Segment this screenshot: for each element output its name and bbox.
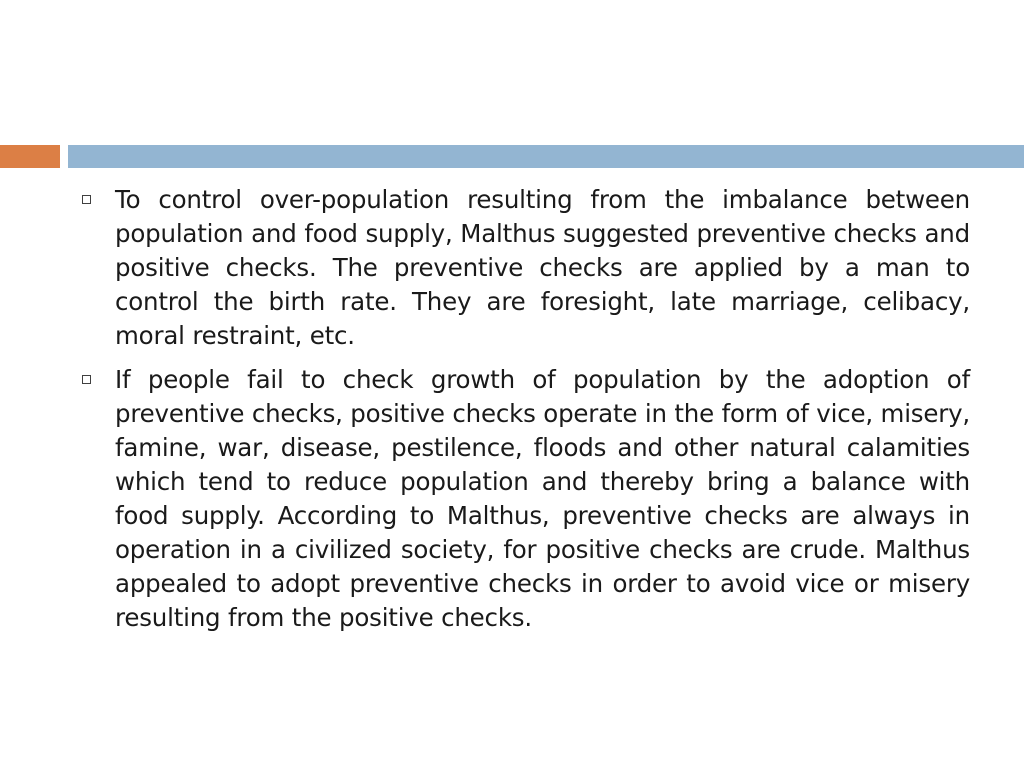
square-bullet-icon (82, 375, 91, 384)
square-bullet-icon (82, 195, 91, 204)
bullet-text: To control over-population resulting from the imbalance between population and food supply, Malthus suggested preventive checks and positive checks. The preventive checks are applied by a man to control the birth rate. They are foresight, late marriage, celibacy, moral restraint, etc. (115, 185, 970, 350)
header-accent-orange-bar (0, 145, 60, 168)
bullet-text: If people fail to check growth of population by the adoption of preventive checks, positive checks operate in the form of vice, misery, famine, war, disease, pestilence, floods and other natural calamities which tend to reduce population and thereby bring a balance with food supply. According to Malthus, preventive checks are always in operation in a civilized society, for positive checks are crude. Malthus appealed to adopt preventive checks in order to avoid vice or misery resulting from the positive checks. (115, 365, 970, 632)
list-item (78, 183, 970, 353)
list-item (78, 363, 970, 635)
header-accent-blue-bar (68, 145, 1024, 168)
bullet-list (78, 183, 970, 645)
